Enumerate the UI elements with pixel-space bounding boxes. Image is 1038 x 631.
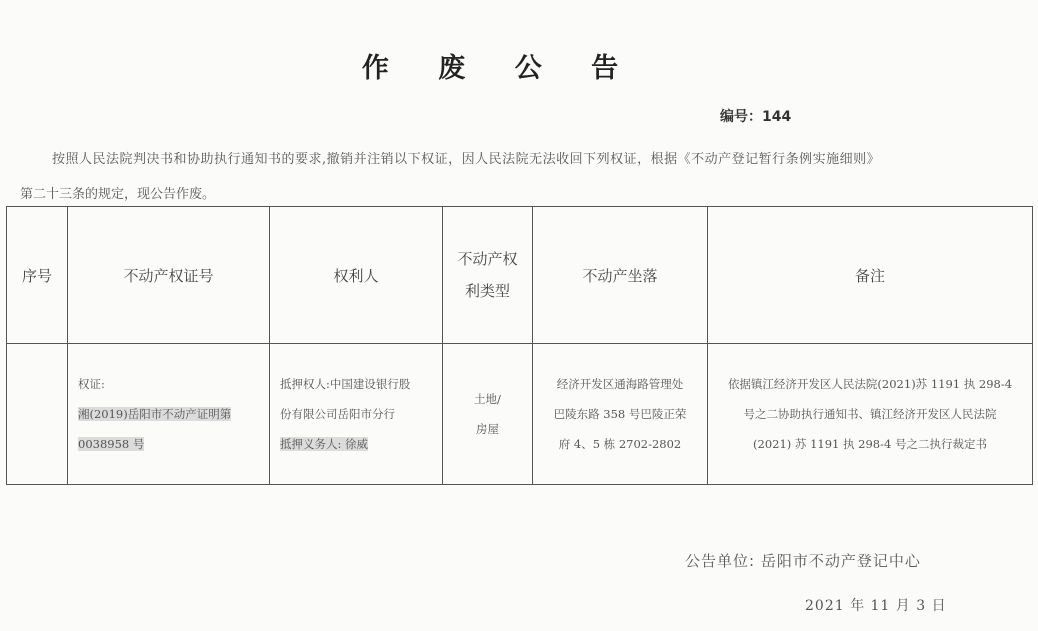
header-right-type: [443, 207, 533, 344]
location-line-2: 巴陵东路 358 号巴陵正荣: [553, 407, 687, 421]
header-seq: 序号: [7, 207, 68, 344]
right-type-line-2: 房屋: [476, 422, 499, 436]
location-line-1: 经济开发区通海路管理处: [556, 377, 684, 391]
cell-seq: [7, 344, 68, 485]
holder-line-1: 抵押权人:中国建设银行股: [280, 377, 411, 391]
table-row: [7, 344, 1033, 485]
cell-remark: [708, 344, 1033, 485]
header-right-type-line-1: 不动产权: [457, 250, 518, 268]
cert-no-value-line-1: 湘(2019)岳阳市不动产证明第: [78, 407, 232, 421]
cell-holder: [270, 344, 443, 485]
intro-line-1: 按照人民法院判决书和协助执行通知书的要求,撤销并注销以下权证，因人民法院无法收回下列权证，根据《不动产登记暂行条例实施细则》: [52, 152, 881, 167]
notice-title: 作 废 公 告: [361, 53, 639, 84]
header-remark: 备注: [708, 207, 1033, 344]
cert-no-label: 权证:: [78, 377, 105, 391]
header-holder: 权利人: [270, 207, 443, 344]
remark-line-3: (2021) 苏 1191 执 298-4 号之二执行裁定书: [753, 437, 987, 451]
cell-right-type: [443, 344, 533, 485]
issue-date: 2021 年 11 月 3 日: [805, 598, 947, 614]
cell-location: [533, 344, 708, 485]
header-cert-no: 不动产权证号: [68, 207, 270, 344]
intro-line-2: 第二十三条的规定，现公告作废。: [20, 187, 216, 202]
holder-line-3: 抵押义务人: 徐威: [280, 437, 369, 451]
remark-line-2: 号之二协助执行通知书、镇江经济开发区人民法院: [743, 407, 997, 421]
right-type-line-1: 土地/: [474, 392, 501, 406]
cell-cert-no: [68, 344, 270, 485]
notice-table: [6, 206, 1033, 485]
remark-line-1: 依据镇江经济开发区人民法院(2021)苏 1191 执 298-4: [727, 377, 1013, 391]
cert-no-value-line-2: 0038958 号: [78, 437, 145, 451]
header-right-type-line-2: 利类型: [464, 282, 510, 300]
issuing-unit: 公告单位: 岳阳市不动产登记中心: [685, 552, 921, 570]
document-number: 编号：144: [720, 109, 792, 125]
header-location: 不动产坐落: [533, 207, 708, 344]
location-line-3: 府 4、5 栋 2702-2802: [558, 437, 682, 451]
holder-line-2: 份有限公司岳阳市分行: [280, 407, 395, 421]
table-header-row: [7, 207, 1033, 344]
